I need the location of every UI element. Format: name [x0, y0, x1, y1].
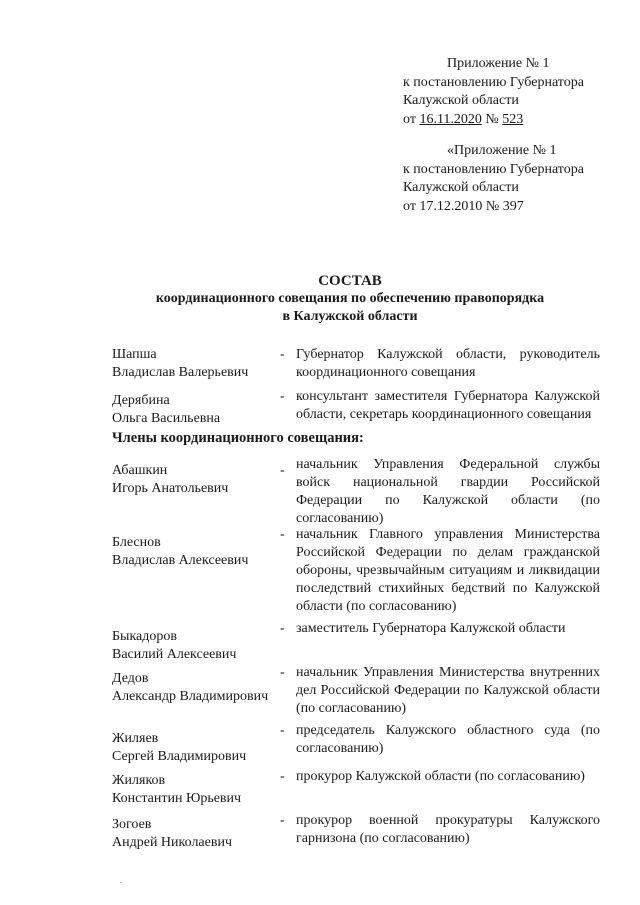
person-given-name: Ольга Васильевна — [112, 411, 221, 426]
appendix-new-block — [403, 55, 584, 129]
person-name — [112, 816, 277, 852]
person-given-name: Владислав Валерьевич — [112, 365, 249, 380]
appendix-old-line3: Калужской области — [403, 180, 519, 195]
list-item — [112, 456, 604, 526]
list-item — [112, 812, 604, 872]
person-surname: Дерябина — [112, 393, 170, 408]
appendix-new-line1: Приложение № 1 — [447, 56, 550, 71]
person-name — [112, 730, 277, 766]
person-surname: Жиляев — [112, 731, 159, 746]
decree-number: 523 — [502, 111, 524, 127]
person-position: начальник Управления Министерства внутренних дел Российской Федерации по Калужской области (по согласованию) — [296, 665, 600, 716]
person-position: заместитель Губернатора Калужской области — [296, 621, 566, 636]
person-surname: Блеснов — [112, 535, 161, 550]
scan-speck — [120, 882, 122, 883]
subtitle-line1: координационного совещания по обеспечению правопорядка — [155, 291, 545, 306]
list-item — [112, 664, 604, 724]
person-given-name: Константин Юрьевич — [112, 791, 242, 806]
person-surname: Быкадоров — [112, 629, 177, 644]
person-position: консультант заместителя Губернатора Калужской области, секретарь координационного совещания — [296, 389, 600, 422]
person-surname: Абашкин — [112, 463, 168, 478]
person-name — [112, 462, 277, 498]
dash-separator: - — [280, 527, 285, 542]
dash-separator: - — [280, 813, 285, 828]
appendix-new-line3: Калужской области — [403, 93, 519, 108]
document-title: СОСТАВ — [318, 273, 382, 289]
appendix-new-line2: к постановлению Губернатора — [403, 74, 584, 90]
person-name — [112, 772, 277, 808]
appendix-old-line4: от 17.12.2010 № 397 — [403, 198, 524, 214]
appendix-old-line2: к постановлению Губернатора — [403, 161, 584, 177]
subtitle-line2: в Калужской области — [282, 309, 418, 324]
person-position: начальник Управления Федеральной службы войск национальной гвардии Российской Федерации по Калужской области (по согласованию) — [296, 457, 600, 526]
decree-date: 16.11.2020 — [419, 111, 482, 127]
person-name — [112, 392, 277, 428]
dash-separator: - — [280, 621, 285, 636]
person-given-name: Владислав Алексеевич — [112, 553, 249, 568]
dash-separator: - — [280, 347, 285, 362]
person-position: прокурор военной прокуратуры Калужского гарнизона (по согласованию) — [296, 813, 600, 846]
date-prefix: от — [403, 111, 420, 127]
number-sign: № — [481, 111, 503, 127]
person-name — [112, 628, 277, 664]
person-surname: Зогоев — [112, 817, 152, 832]
dash-separator: - — [280, 723, 285, 738]
dash-separator: - — [280, 389, 285, 404]
appendix-old-line1: «Приложение № 1 — [447, 143, 557, 158]
dash-separator: - — [280, 463, 285, 478]
appendix-old-block — [403, 142, 584, 216]
person-surname: Жиляков — [112, 773, 166, 788]
person-given-name: Андрей Николаевич — [112, 835, 232, 850]
person-given-name: Александр Владимирович — [112, 689, 269, 704]
person-given-name: Игорь Анатольевич — [112, 481, 229, 496]
person-position: председатель Калужского областного суда (по согласованию) — [296, 723, 600, 756]
list-item — [112, 526, 604, 614]
person-name — [112, 534, 277, 570]
person-position: Губернатор Калужской области, руководитель координационного совещания — [296, 347, 600, 380]
person-surname: Шапша — [112, 347, 157, 362]
person-name — [112, 346, 277, 382]
dash-separator: - — [280, 665, 285, 680]
dash-separator: - — [280, 769, 285, 784]
members-heading: Члены координационного совещания: — [112, 430, 364, 446]
person-position: начальник Главного управления Министерства Российской Федерации по делам гражданской обороны, чрезвычайным ситуациям и ликвидации последствий стихийных бедствий по Калужской области (по согласованию) — [296, 527, 600, 614]
person-given-name: Василий Алексеевич — [112, 647, 237, 662]
person-position: прокурор Калужской области (по согласованию) — [296, 769, 585, 784]
person-given-name: Сергей Владимирович — [112, 749, 247, 764]
document-subtitle — [60, 290, 640, 326]
person-surname: Дедов — [112, 671, 149, 686]
person-name — [112, 670, 277, 706]
appendix-new-date-line — [403, 111, 584, 130]
